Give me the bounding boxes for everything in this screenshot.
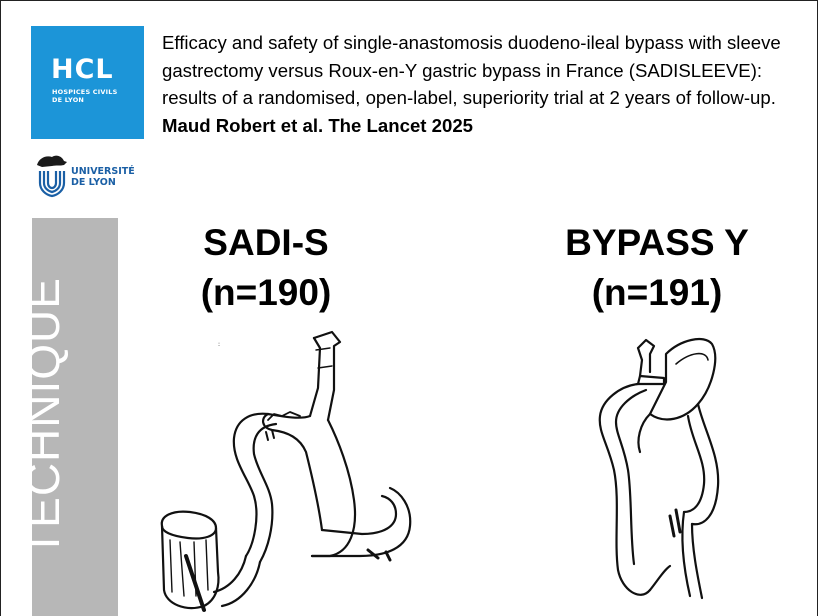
university-logo-line2: DE LYON [71, 177, 116, 188]
paper-citation: Maud Robert et al. The Lancet 2025 [162, 114, 474, 136]
paper-title: Efficacy and safety of single-anastomosis duodeno-ileal bypass with sleeve gastrectomy versus Roux-en-Y gastric bypass in France (SADISLEEVE): results of a randomised, open-label, superiority trial at 2 years of follow-up. [162, 32, 781, 108]
bypass-y-procedure-illustration [580, 320, 730, 616]
university-logo [34, 153, 144, 203]
hcl-logo-subtitle-line1: HOSPICES CIVILS [52, 88, 118, 96]
paper-reference [162, 29, 807, 139]
hcl-logo-subtitle [52, 88, 117, 104]
hcl-logo-subtitle-line2: DE LYON [52, 96, 85, 104]
university-logo-line1: UNIVERSITÉ [71, 166, 135, 177]
arm-bypass-y-title [547, 218, 767, 318]
arm-sadi-s-count: (n=190) [200, 272, 332, 313]
lion-emblem-icon [34, 153, 70, 199]
university-logo-text [71, 166, 135, 188]
section-label: TECHNIQUE [17, 277, 69, 557]
hcl-logo [31, 26, 144, 139]
arm-bypass-y-name: BYPASS Y [565, 222, 749, 263]
hcl-logo-wordmark: HCL [51, 54, 114, 85]
svg-text::: : [218, 341, 221, 348]
arm-sadi-s-name: SADI-S [203, 222, 329, 263]
sadi-s-procedure-illustration [150, 320, 430, 616]
arm-sadi-s-title [166, 218, 366, 318]
arm-bypass-y-count: (n=191) [591, 272, 723, 313]
